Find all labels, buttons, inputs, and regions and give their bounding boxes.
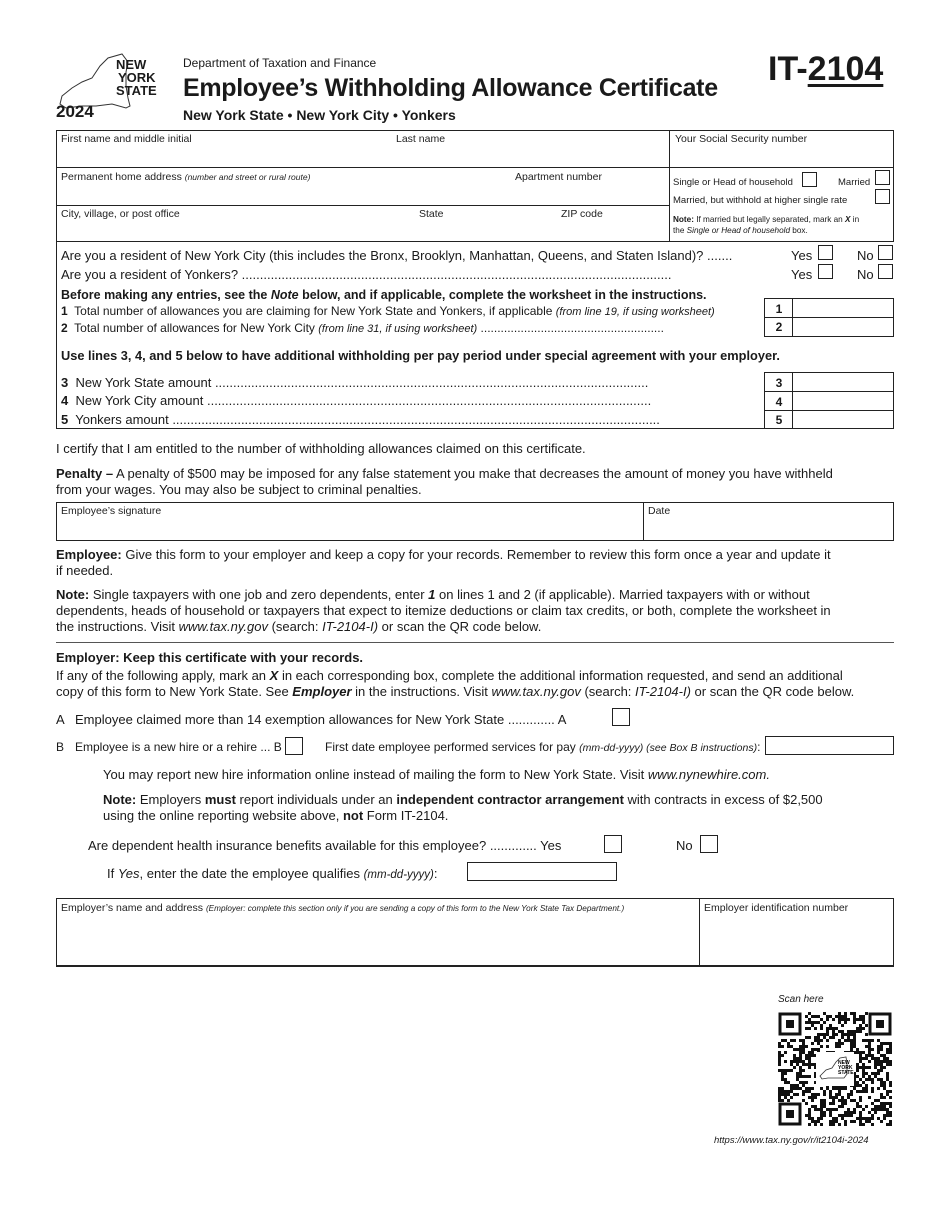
yonkers-no-label: No bbox=[857, 267, 874, 282]
contractor-note: Note: Employers must report individuals under an independent contractor arrangement with contracts in excess of $2,500 using the online reporting website above, not Form IT-2104. bbox=[103, 792, 823, 823]
yonkers-resident-question: Are you a resident of Yonkers? ....................................................................................................................... bbox=[61, 267, 672, 282]
line-3-input[interactable] bbox=[794, 373, 893, 390]
line-2: 2 Total number of allowances for New York City (from line 31, if using worksheet) ....................................................... bbox=[61, 321, 664, 335]
before-entries-instruction: Before making any entries, see the Note below, and if applicable, complete the worksheet in the instructions. bbox=[61, 288, 707, 302]
nyc-no-checkbox[interactable] bbox=[878, 245, 893, 260]
nyc-yes-checkbox[interactable] bbox=[818, 245, 833, 260]
additional-heading: Use lines 3, 4, and 5 below to have additional withholding per pay period under special agreement with your employer. bbox=[61, 348, 780, 363]
single-checkbox[interactable] bbox=[802, 172, 817, 187]
married-note: Note: If married but legally separated, mark an X in the Single or Head of household box. bbox=[673, 215, 860, 235]
form-title: Employee’s Withholding Allowance Certificate bbox=[183, 74, 718, 102]
qualify-date-label: If Yes, enter the date the employee qualifies (mm-dd-yyyy): bbox=[107, 866, 438, 881]
single-taxpayer-note: Note: Single taxpayers with one job and zero dependents, enter 1 on lines 1 and 2 (if applicable). Married taxpayers with or without dependents, heads of household or taxpayers that expect to itemize deductions or claim tax credits, or both, complete the worksheet in the instructions. Visit www.tax.ny.gov (search: IT-2104-I) or scan the QR code below. bbox=[56, 587, 831, 634]
health-insurance-question: Are dependent health insurance benefits available for this employee? ............. Yes bbox=[88, 838, 562, 853]
last-name-label: Last name bbox=[396, 133, 446, 145]
qr-code-icon bbox=[778, 1012, 892, 1126]
married-checkbox[interactable] bbox=[875, 170, 890, 185]
item-a-text: Employee claimed more than 14 exemption allowances for New York State ............. A bbox=[75, 712, 567, 727]
item-a-letter: A bbox=[56, 712, 65, 727]
line-4: 4 New York City amount ........................................................................................................................... bbox=[61, 393, 652, 408]
ein-field[interactable] bbox=[702, 915, 890, 963]
logo-word-new: NEW bbox=[116, 57, 147, 72]
health-no-label: No bbox=[676, 838, 693, 853]
form-subtitle: New York State • New York City • Yonkers bbox=[183, 107, 456, 123]
name-field[interactable] bbox=[58, 146, 666, 166]
employer-heading: Employer: Keep this certificate with your records. bbox=[56, 650, 364, 665]
employer-instructions: If any of the following apply, mark an X in each corresponding box, complete the additional information requested, and send an additional copy of this form to New York State. See Employer in the instructions. Visit www.tax.ny.gov (search: IT-2104-I) or scan the QR code below. bbox=[56, 668, 855, 699]
married-higher-checkbox[interactable] bbox=[875, 189, 890, 204]
address-field[interactable] bbox=[58, 184, 666, 204]
line-5-box-label: 5 bbox=[775, 413, 783, 427]
first-date-label: First date employee performed services for pay (mm-dd-yyyy) (see Box B instructions): bbox=[325, 740, 761, 754]
item-a-checkbox[interactable] bbox=[612, 708, 630, 726]
health-no-checkbox[interactable] bbox=[700, 835, 718, 853]
state-label: State bbox=[419, 208, 444, 220]
yonkers-no-checkbox[interactable] bbox=[878, 264, 893, 279]
line-3: 3 New York State amount ........................................................................................................................ bbox=[61, 375, 649, 390]
line-5: 5 Yonkers amount ....................................................................................................................................... bbox=[61, 412, 660, 427]
date-label: Date bbox=[648, 505, 671, 517]
department-name: Department of Taxation and Finance bbox=[183, 56, 377, 70]
qr-code[interactable] bbox=[778, 1012, 892, 1126]
nyc-no-label: No bbox=[857, 248, 874, 263]
item-b-text: Employee is a new hire or a rehire ... B bbox=[75, 740, 282, 754]
line-5-input[interactable] bbox=[794, 411, 893, 427]
form-year: 2024 bbox=[56, 102, 94, 121]
line-4-box-label: 4 bbox=[775, 395, 783, 409]
svg-text:YORK: YORK bbox=[838, 1065, 853, 1071]
zip-label: ZIP code bbox=[561, 208, 603, 220]
item-b-letter: B bbox=[56, 740, 65, 754]
penalty-text: Penalty – A penalty of $500 may be imposed for any false statement you make that decreases the amount of money you have withheld from your wages. You may also be subject to criminal penalties. bbox=[56, 466, 833, 497]
svg-text:STATE: STATE bbox=[838, 1070, 854, 1076]
signature-field[interactable] bbox=[58, 518, 641, 538]
logo-word-york: YORK bbox=[118, 70, 156, 85]
certify-statement: I certify that I am entitled to the number of withholding allowances claimed on this certificate. bbox=[56, 441, 586, 456]
logo-word-state: STATE bbox=[116, 83, 157, 98]
yonkers-yes-label: Yes bbox=[791, 267, 813, 282]
apartment-label: Apartment number bbox=[515, 171, 602, 183]
line-2-input[interactable] bbox=[794, 318, 893, 335]
address-label: Permanent home address (number and street or rural route) bbox=[61, 171, 311, 183]
nyc-resident-question: Are you a resident of New York City (this includes the Bronx, Brooklyn, Manhattan, Queens, and Staten Island)? ....... bbox=[61, 248, 733, 263]
line-3-box-label: 3 bbox=[775, 376, 783, 390]
married-higher-label: Married, but withhold at higher single rate bbox=[673, 195, 848, 206]
city-state-zip-field[interactable] bbox=[58, 221, 666, 240]
line-1-box-label: 1 bbox=[775, 302, 783, 316]
line-2-box-label: 2 bbox=[775, 320, 783, 334]
ein-label: Employer identification number bbox=[704, 902, 849, 914]
line-1-input[interactable] bbox=[794, 299, 893, 316]
ssn-label: Your Social Security number bbox=[675, 133, 808, 145]
svg-text:NEW: NEW bbox=[838, 1060, 850, 1066]
yonkers-yes-checkbox[interactable] bbox=[818, 264, 833, 279]
city-label: City, village, or post office bbox=[61, 208, 180, 220]
employer-name-label: Employer’s name and address (Employer: complete this section only if you are sending a copy of this form to the New York State Tax Department.) bbox=[61, 902, 625, 914]
line-1: 1 Total number of allowances you are claiming for New York State and Yonkers, if applicable (from line 19, if using worksheet) bbox=[61, 304, 715, 318]
qualify-date-input[interactable] bbox=[467, 862, 617, 881]
health-yes-checkbox[interactable] bbox=[604, 835, 622, 853]
first-date-input[interactable] bbox=[765, 736, 894, 755]
new-hire-report-text: You may report new hire information online instead of mailing the form to New York State. Visit www.nynewhire.com. bbox=[103, 767, 770, 782]
item-b-checkbox[interactable] bbox=[285, 737, 303, 755]
employer-name-field[interactable] bbox=[58, 915, 697, 963]
line-4-input[interactable] bbox=[794, 392, 893, 409]
first-name-label: First name and middle initial bbox=[61, 133, 192, 145]
signature-label: Employee’s signature bbox=[61, 505, 162, 517]
single-label: Single or Head of household bbox=[673, 177, 793, 188]
scan-here-label: Scan here bbox=[778, 994, 824, 1005]
form-id: IT-2104 bbox=[768, 50, 884, 88]
ssn-field[interactable] bbox=[671, 146, 891, 166]
signature-date-field[interactable] bbox=[646, 518, 891, 538]
qr-url: https://www.tax.ny.gov/r/it2104i-2024 bbox=[714, 1135, 869, 1146]
nyc-yes-label: Yes bbox=[791, 248, 813, 263]
married-label: Married bbox=[838, 177, 871, 188]
employee-paragraph: Employee: Give this form to your employer and keep a copy for your records. Remember to review this form once a year and update it if needed. bbox=[56, 547, 831, 578]
